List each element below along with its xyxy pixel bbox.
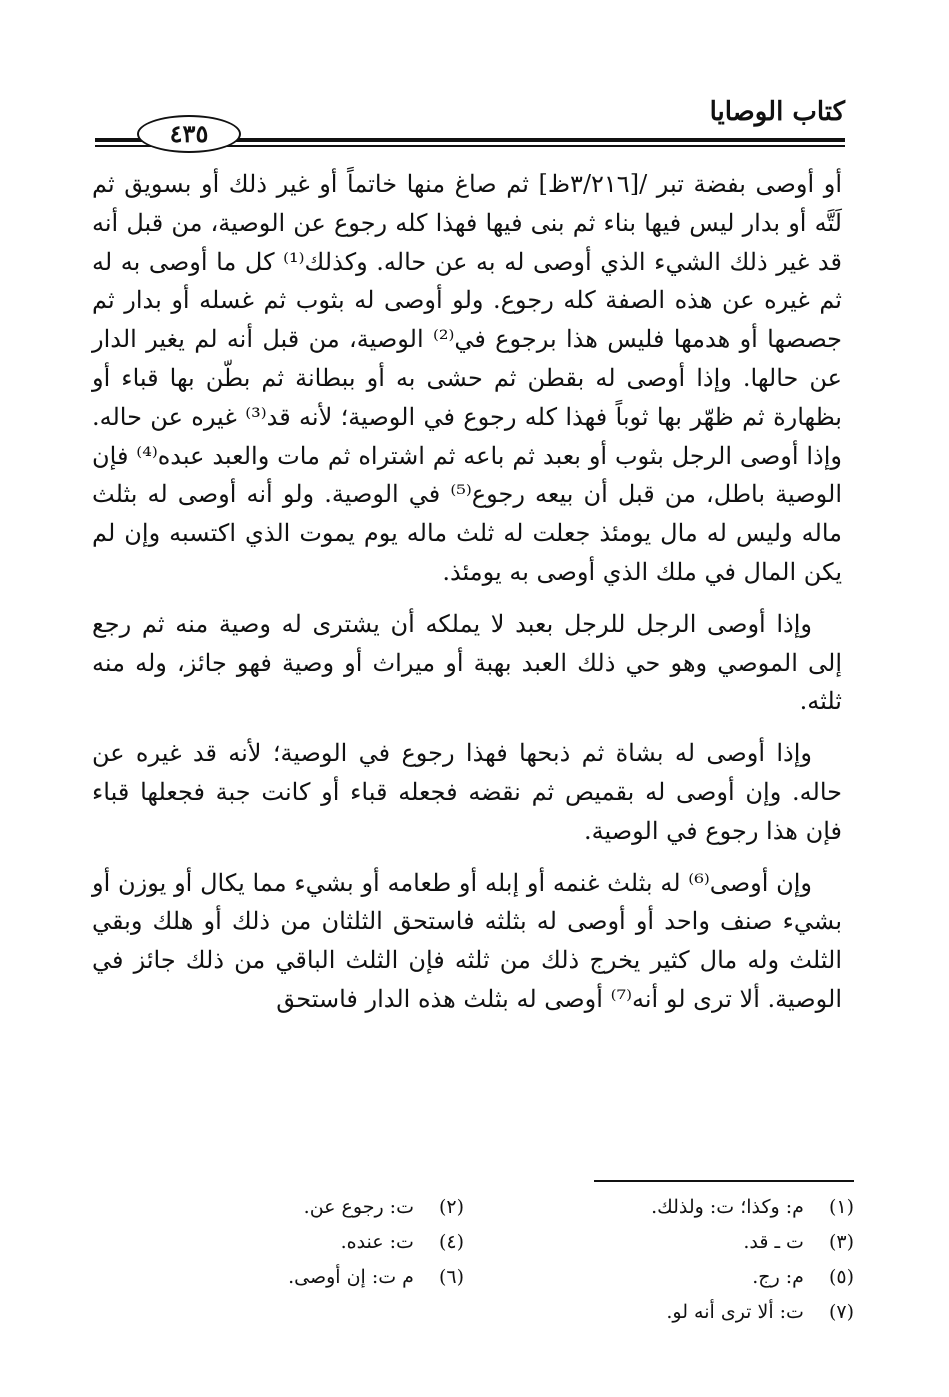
footnotes-column-left — [174, 1190, 464, 1295]
paragraph-3: وإذا أوصى له بشاة ثم ذبحها فهذا رجوع في الوصية؛ لأنه قد غيره عن حاله. وإن أوصى له بقميص ثم نقضه فجعله قباء أو كانت جبة فجعلها قباء فإن هذا رجوع في الوصية. — [92, 739, 843, 845]
footnote-item — [524, 1190, 854, 1225]
footnote-number: (٦) — [438, 1266, 464, 1288]
paragraph-2: وإذا أوصى الرجل للرجل بعبد لا يملكه أن يشترى له وصية منه ثم رجع إلى الموصي وهو حي ذلك العبد بهبة أو ميراث أو وصية فهو جائز، وله منه ثلثه. — [92, 609, 842, 716]
footnote-item — [524, 1225, 854, 1260]
footnote-item — [174, 1190, 464, 1225]
footnote-item — [524, 1295, 854, 1330]
footnote-number: (٣) — [828, 1231, 854, 1253]
footnote-number: (٤) — [438, 1231, 464, 1253]
page-header — [95, 95, 845, 155]
footnote-item — [174, 1260, 464, 1295]
footnote-separator — [594, 1180, 854, 1182]
footnote-number: (١) — [828, 1196, 854, 1218]
footnote-text: م: رج. — [752, 1266, 804, 1288]
footnote-text: ت: عنده. — [340, 1231, 414, 1253]
footnote-number: (٢) — [438, 1196, 464, 1218]
footnote-text: ت ـ قد. — [743, 1231, 804, 1253]
footnote-text: م: وكذا؛ ت: ولذلك. — [651, 1196, 804, 1218]
footnotes-column-right — [524, 1190, 854, 1330]
book-title: كتاب الوصايا — [709, 97, 845, 127]
footnote-number: (٧) — [828, 1301, 854, 1323]
paragraph-1: أو أوصى بفضة تبر /[٣/٢١٦ظ] ثم صاغ منها خاتماً أو غير ذلك أو بسويق ثم لَتَّه أو بدار ليس فيها بناء ثم بنى فيها فهذا كله رجوع عن الوصية، من قبل أنه قد غير ذلك الشيء الذي أوصى له به عن حاله. وكذلك⁽¹⁾ كل ما أوصى به له ثم غيره عن هذه الصفة كله رجوع. ولو أوصى له بثوب ثم غسله أو بدار ثم جصصها أو هدمها فليس هذا برجوع في⁽²⁾ الوصية، من قبل أنه لم يغير الدار عن حالها. وإذا أوصى له بقطن ثم حشى به أو ببطانة ثم بطّن بها قباء أو بظهارة ثم ظهّر بها ثوباً فهذا كله رجوع في الوصية؛ لأنه قد⁽³⁾ غيره عن حاله. وإذا أوصى الرجل بثوب أو بعبد ثم باعه ثم اشتراه ثم مات والعبد عبده⁽⁴⁾ فإن الوصية باطل، من قبل أن بيعه رجوع⁽⁵⁾ في الوصية. ولو أنه أوصى له بثلث ماله وليس له مال يومئذ جعلت له ثلث ماله يوم يموت الذي اكتسبه وإن لم يكن المال في ملك الذي أوصى به يومئذ. — [92, 170, 843, 586]
paragraph-4: وإن أوصى⁽⁶⁾ له بثلث غنمه أو إبله أو طعامه أو بشيء مما يكال أو يوزن أو بشيء صنف واحد أو أوصى له بثلثه فاستحق الثلثان من ذلك أو هلك وبقي الثلث وله مال كثير يخرج ذلك من ثلثه فإن الثلث الباقي من ذلك جائز في الوصية. ألا ترى لو أنه⁽⁷⁾ أوصى له بثلث هذه الدار فاستحق — [92, 868, 842, 1013]
footnote-number: (٥) — [828, 1266, 854, 1288]
main-text — [92, 165, 842, 1032]
footnote-text: م ت: إن أوصى. — [288, 1266, 414, 1288]
footnote-item — [524, 1260, 854, 1295]
footnote-text: ت: ألا ترى أنه لو. — [666, 1301, 804, 1323]
footnote-text: ت: رجوع عن. — [303, 1196, 414, 1218]
footnote-item — [174, 1225, 464, 1260]
page-number: ٤٣٥ — [137, 115, 241, 153]
